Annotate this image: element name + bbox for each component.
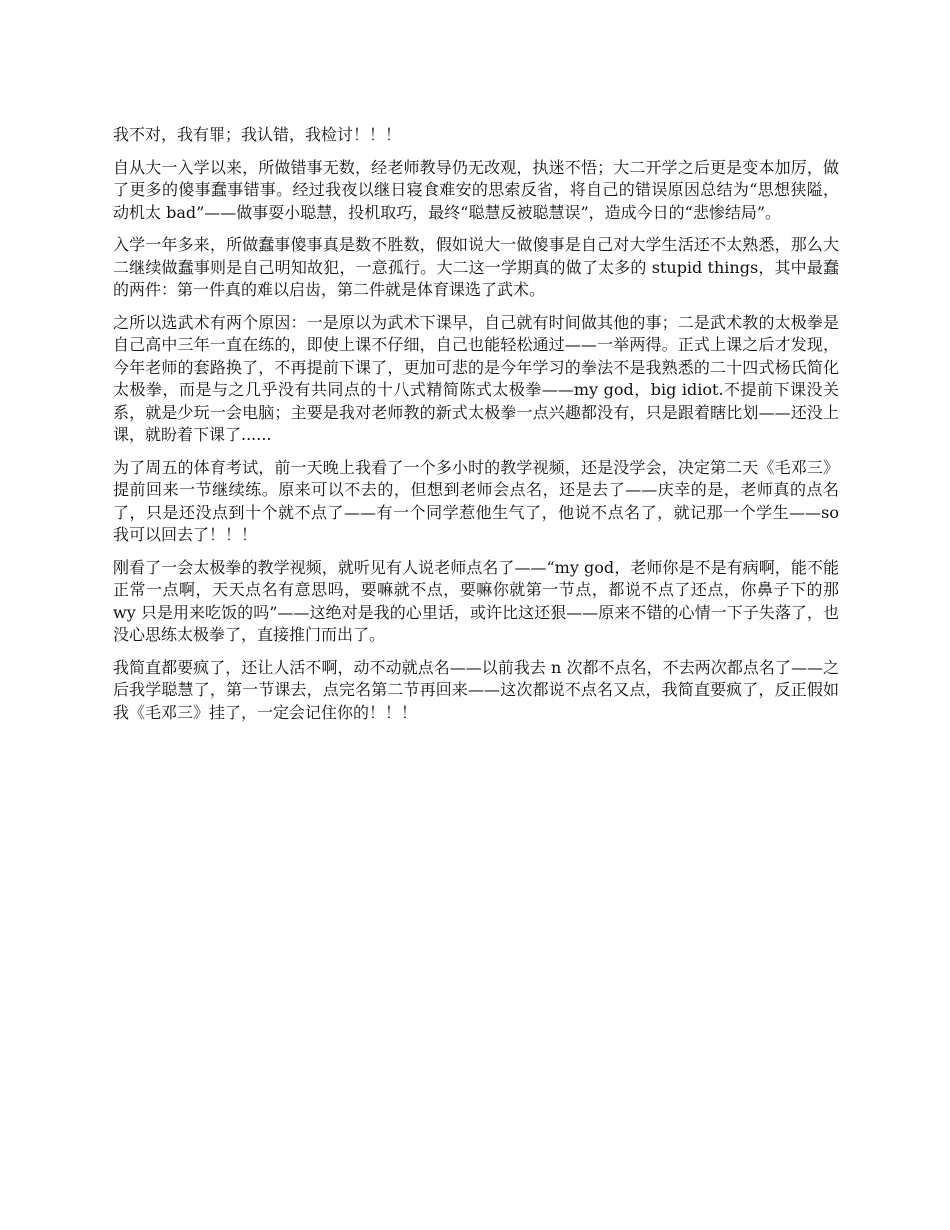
document-body: [113, 124, 839, 734]
paragraph-6: 刚看了一会太极拳的教学视频，就听见有人说老师点名了——“my god，老师你是不是有病啊，能不能正常一点啊，天天点名有意思吗，要嘛就不点，要嘛你就第一节点，都说不点了还点，你鼻子下的那 wy 只是用来吃饭的吗”——这绝对是我的心里话，或许比这还狠——原来不错的心情一下子失落了，也没心思练太极拳了，直接推门而出了。: [113, 557, 839, 644]
paragraph-4: 之所以选武术有两个原因：一是原以为武术下课早，自己就有时间做其他的事；二是武术教的太极拳是自己高中三年一直在练的，即使上课不仔细，自己也能轻松通过——一举两得。正式上课之后才发现，今年老师的套路换了，不再提前下课了，更加可悲的是今年学习的拳法不是我熟悉的二十四式杨氏简化太极拳，而是与之几乎没有共同点的十八式精简陈式太极拳——my god，big idiot.不提前下课没关系，就是少玩一会电脑；主要是我对老师教的新式太极拳一点兴趣都没有，只是跟着瞎比划——还没上课，就盼着下课了......: [113, 312, 839, 444]
paragraph-1: 我不对，我有罪；我认错，我检讨！！！: [113, 125, 402, 144]
paragraph-7: 我简直都要疯了，还让人活不啊，动不动就点名——以前我去 n 次都不点名，不去两次都点名了——之后我学聪慧了，第一节课去，点完名第二节再回来——这次都说不点名又点，我简直要疯了，反正假如我《毛邓三》挂了，一定会记住你的！！！: [113, 657, 839, 722]
paragraph-2: 自从大一入学以来，所做错事无数，经老师教导仍无改观，执迷不悟；大二开学之后更是变本加厉，做了更多的傻事蠢事错事。经过我夜以继日寝食难安的思索反省，将自己的错误原因总结为“思想狭隘，动机太 bad”——做事耍小聪慧，投机取巧，最终“聪慧反被聪慧误”，造成今日的“悲惨结局”。: [113, 157, 839, 222]
paragraph-5: 为了周五的体育考试，前一天晚上我看了一个多小时的教学视频，还是没学会，决定第二天《毛邓三》提前回来一节继续练。原来可以不去的，但想到老师会点名，还是去了——庆幸的是，老师真的点名了，只是还没点到十个就不点了——有一个同学惹他生气了，他说不点名了，就记那一个学生——so 我可以回去了！！！: [113, 457, 839, 544]
paragraph-3: 入学一年多来，所做蠢事傻事真是数不胜数，假如说大一做傻事是自己对大学生活还不太熟悉，那么大二继续做蠢事则是自己明知故犯，一意孤行。大二这一学期真的做了太多的 stupid things，其中最蠢的两件：第一件真的难以启齿，第二件就是体育课选了武术。: [113, 235, 839, 299]
